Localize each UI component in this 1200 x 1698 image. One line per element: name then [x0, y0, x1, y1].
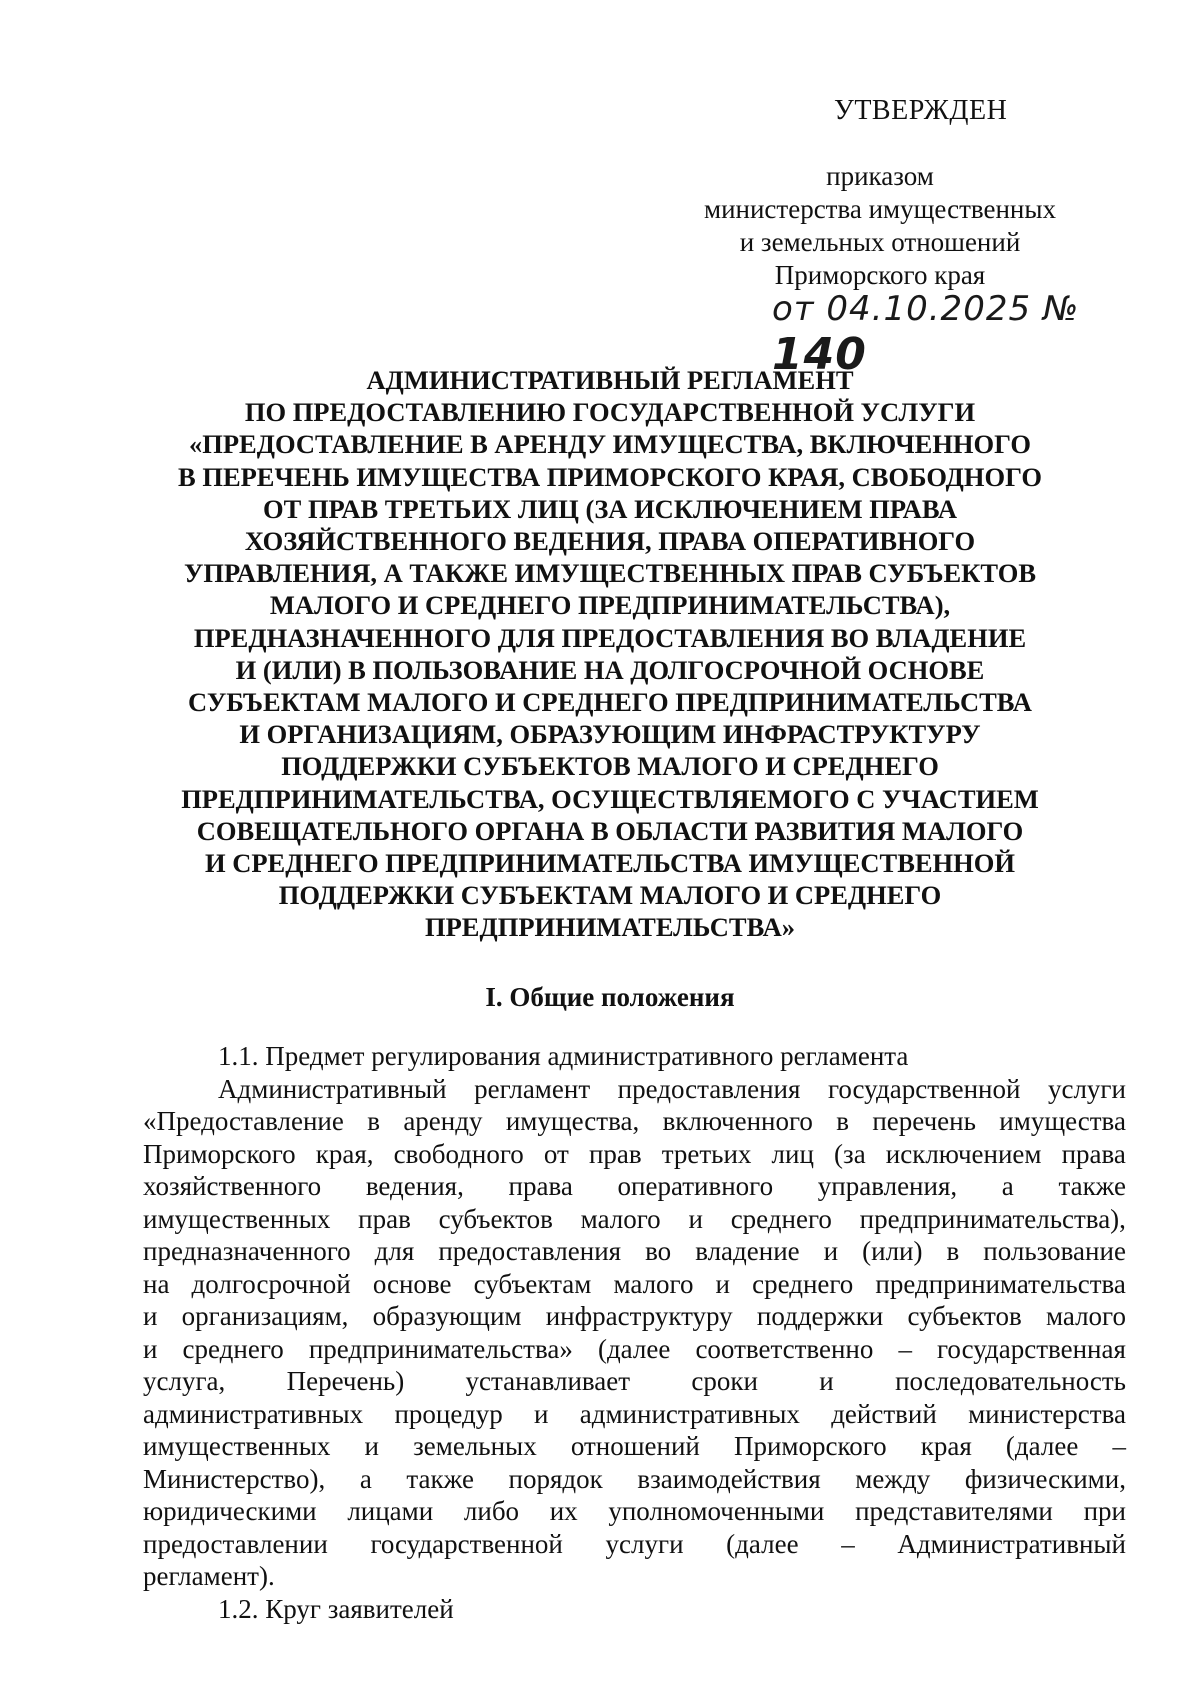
title-line: ПОДДЕРЖКИ СУБЪЕКТОВ МАЛОГО И СРЕДНЕГО: [281, 751, 939, 782]
title-line: ПРЕДПРИНИМАТЕЛЬСТВА»: [425, 912, 795, 943]
title-line: ПОДДЕРЖКИ СУБЪЕКТАМ МАЛОГО И СРЕДНЕГО: [278, 880, 942, 911]
handwritten-number: 140: [772, 329, 867, 380]
order-reference: [660, 160, 1100, 292]
paragraph-line: имущественных прав субъектов малого и среднего предпринимательства),: [143, 1203, 1126, 1234]
title-line: ПО ПРЕДОСТАВЛЕНИЮ ГОСУДАРСТВЕННОЙ УСЛУГИ: [244, 397, 976, 428]
title-line: УПРАВЛЕНИЯ, А ТАКЖЕ ИМУЩЕСТВЕННЫХ ПРАВ СУБЪЕКТОВ: [183, 558, 1037, 589]
paragraph-line: на долгосрочной основе субъектам малого и среднего предпринимательства: [143, 1268, 1126, 1299]
order-line: министерства имущественных: [704, 194, 1056, 224]
title-line: СУБЪЕКТАМ МАЛОГО И СРЕДНЕГО ПРЕДПРИНИМАТЕЛЬСТВА: [188, 687, 1032, 718]
title-line: И СРЕДНЕГО ПРЕДПРИНИМАТЕЛЬСТВА ИМУЩЕСТВЕННОЙ: [204, 848, 1015, 879]
paragraph-line: и организациям, образующим инфраструктуру поддержки субъектов малого: [143, 1301, 1126, 1331]
title-line: СОВЕЩАТЕЛЬНОГО ОРГАНА В ОБЛАСТИ РАЗВИТИЯ МАЛОГО: [196, 815, 1024, 846]
title-line: «ПРЕДОСТАВЛЕНИЕ В АРЕНДУ ИМУЩЕСТВА, ВКЛЮЧЕННОГО: [189, 429, 1031, 460]
paragraph-line: услуга, Перечень) устанавливает сроки и последовательность: [143, 1366, 1126, 1396]
paragraph-line: имущественных и земельных отношений Приморского края (далее –: [143, 1431, 1126, 1461]
order-line: и земельных отношений: [739, 227, 1021, 257]
paragraph-line: административных процедур и административных действий министерства: [143, 1398, 1126, 1429]
title-line: И (ИЛИ) В ПОЛЬЗОВАНИЕ НА ДОЛГОСРОЧНОЙ ОСНОВЕ: [235, 654, 985, 685]
paragraph-line: предназначенного для предоставления во владение и (или) в пользование: [143, 1236, 1126, 1266]
paragraph-line: юридическими лицами либо их уполномоченными представителями при: [143, 1496, 1126, 1526]
paragraph-line: Приморского края, свободного от прав третьих лиц (за исключением права: [143, 1138, 1126, 1169]
paragraph-line: Министерство), а также порядок взаимодействия между физическими,: [143, 1463, 1126, 1494]
title-line: И ОРГАНИЗАЦИЯМ, ОБРАЗУЮЩИМ ИНФРАСТРУКТУРУ: [239, 719, 981, 750]
paragraph-line: предоставлении государственной услуги (далее – Административный: [143, 1528, 1126, 1559]
subsection-heading: 1.2. Круг заявителей: [218, 1593, 454, 1624]
title-line: В ПЕРЕЧЕНЬ ИМУЩЕСТВА ПРИМОРСКОГО КРАЯ, СВОБОДНОГО: [178, 461, 1042, 492]
paragraph-line: регламент).: [143, 1561, 275, 1591]
title-line: ОТ ПРАВ ТРЕТЬИХ ЛИЦ (ЗА ИСКЛЮЧЕНИЕМ ПРАВА: [263, 493, 957, 524]
handwritten-number-sign: №: [1042, 289, 1080, 329]
title-line: ХОЗЯЙСТВЕННОГО ВЕДЕНИЯ, ПРАВА ОПЕРАТИВНОГО: [244, 526, 976, 557]
title-line: МАЛОГО И СРЕДНЕГО ПРЕДПРИНИМАТЕЛЬСТВА),: [269, 590, 951, 621]
paragraph-line: хозяйственного ведения, права оперативного управления, а также: [143, 1171, 1126, 1201]
body-text: [143, 1040, 1126, 1625]
handwritten-date: от 04.10.2025: [772, 289, 1032, 329]
title-line: ПРЕДНАЗНАЧЕННОГО ДЛЯ ПРЕДОСТАВЛЕНИЯ ВО ВЛАДЕНИЕ: [193, 622, 1027, 653]
title-line: ПРЕДПРИНИМАТЕЛЬСТВА, ОСУЩЕСТВЛЯЕМОГО С УЧАСТИЕМ: [181, 783, 1039, 814]
document-title: [110, 364, 1110, 944]
paragraph-line: и среднего предпринимательства» (далее соответственно – государственная: [143, 1333, 1126, 1364]
title-line: АДМИНИСТРАТИВНЫЙ РЕГЛАМЕНТ: [366, 365, 854, 395]
paragraph-line: Административный регламент предоставления государственной услуги: [218, 1073, 1126, 1104]
order-line: приказом: [826, 161, 934, 191]
paragraph-line: «Предоставление в аренду имущества, включенного в перечень имущества: [143, 1106, 1126, 1136]
order-line: Приморского края: [774, 260, 986, 290]
subsection-heading: 1.1. Предмет регулирования административного регламента: [218, 1041, 909, 1071]
section-heading: I. Общие положения: [485, 982, 735, 1012]
approved-stamp-text: УТВЕРЖДЕН: [834, 95, 1008, 126]
